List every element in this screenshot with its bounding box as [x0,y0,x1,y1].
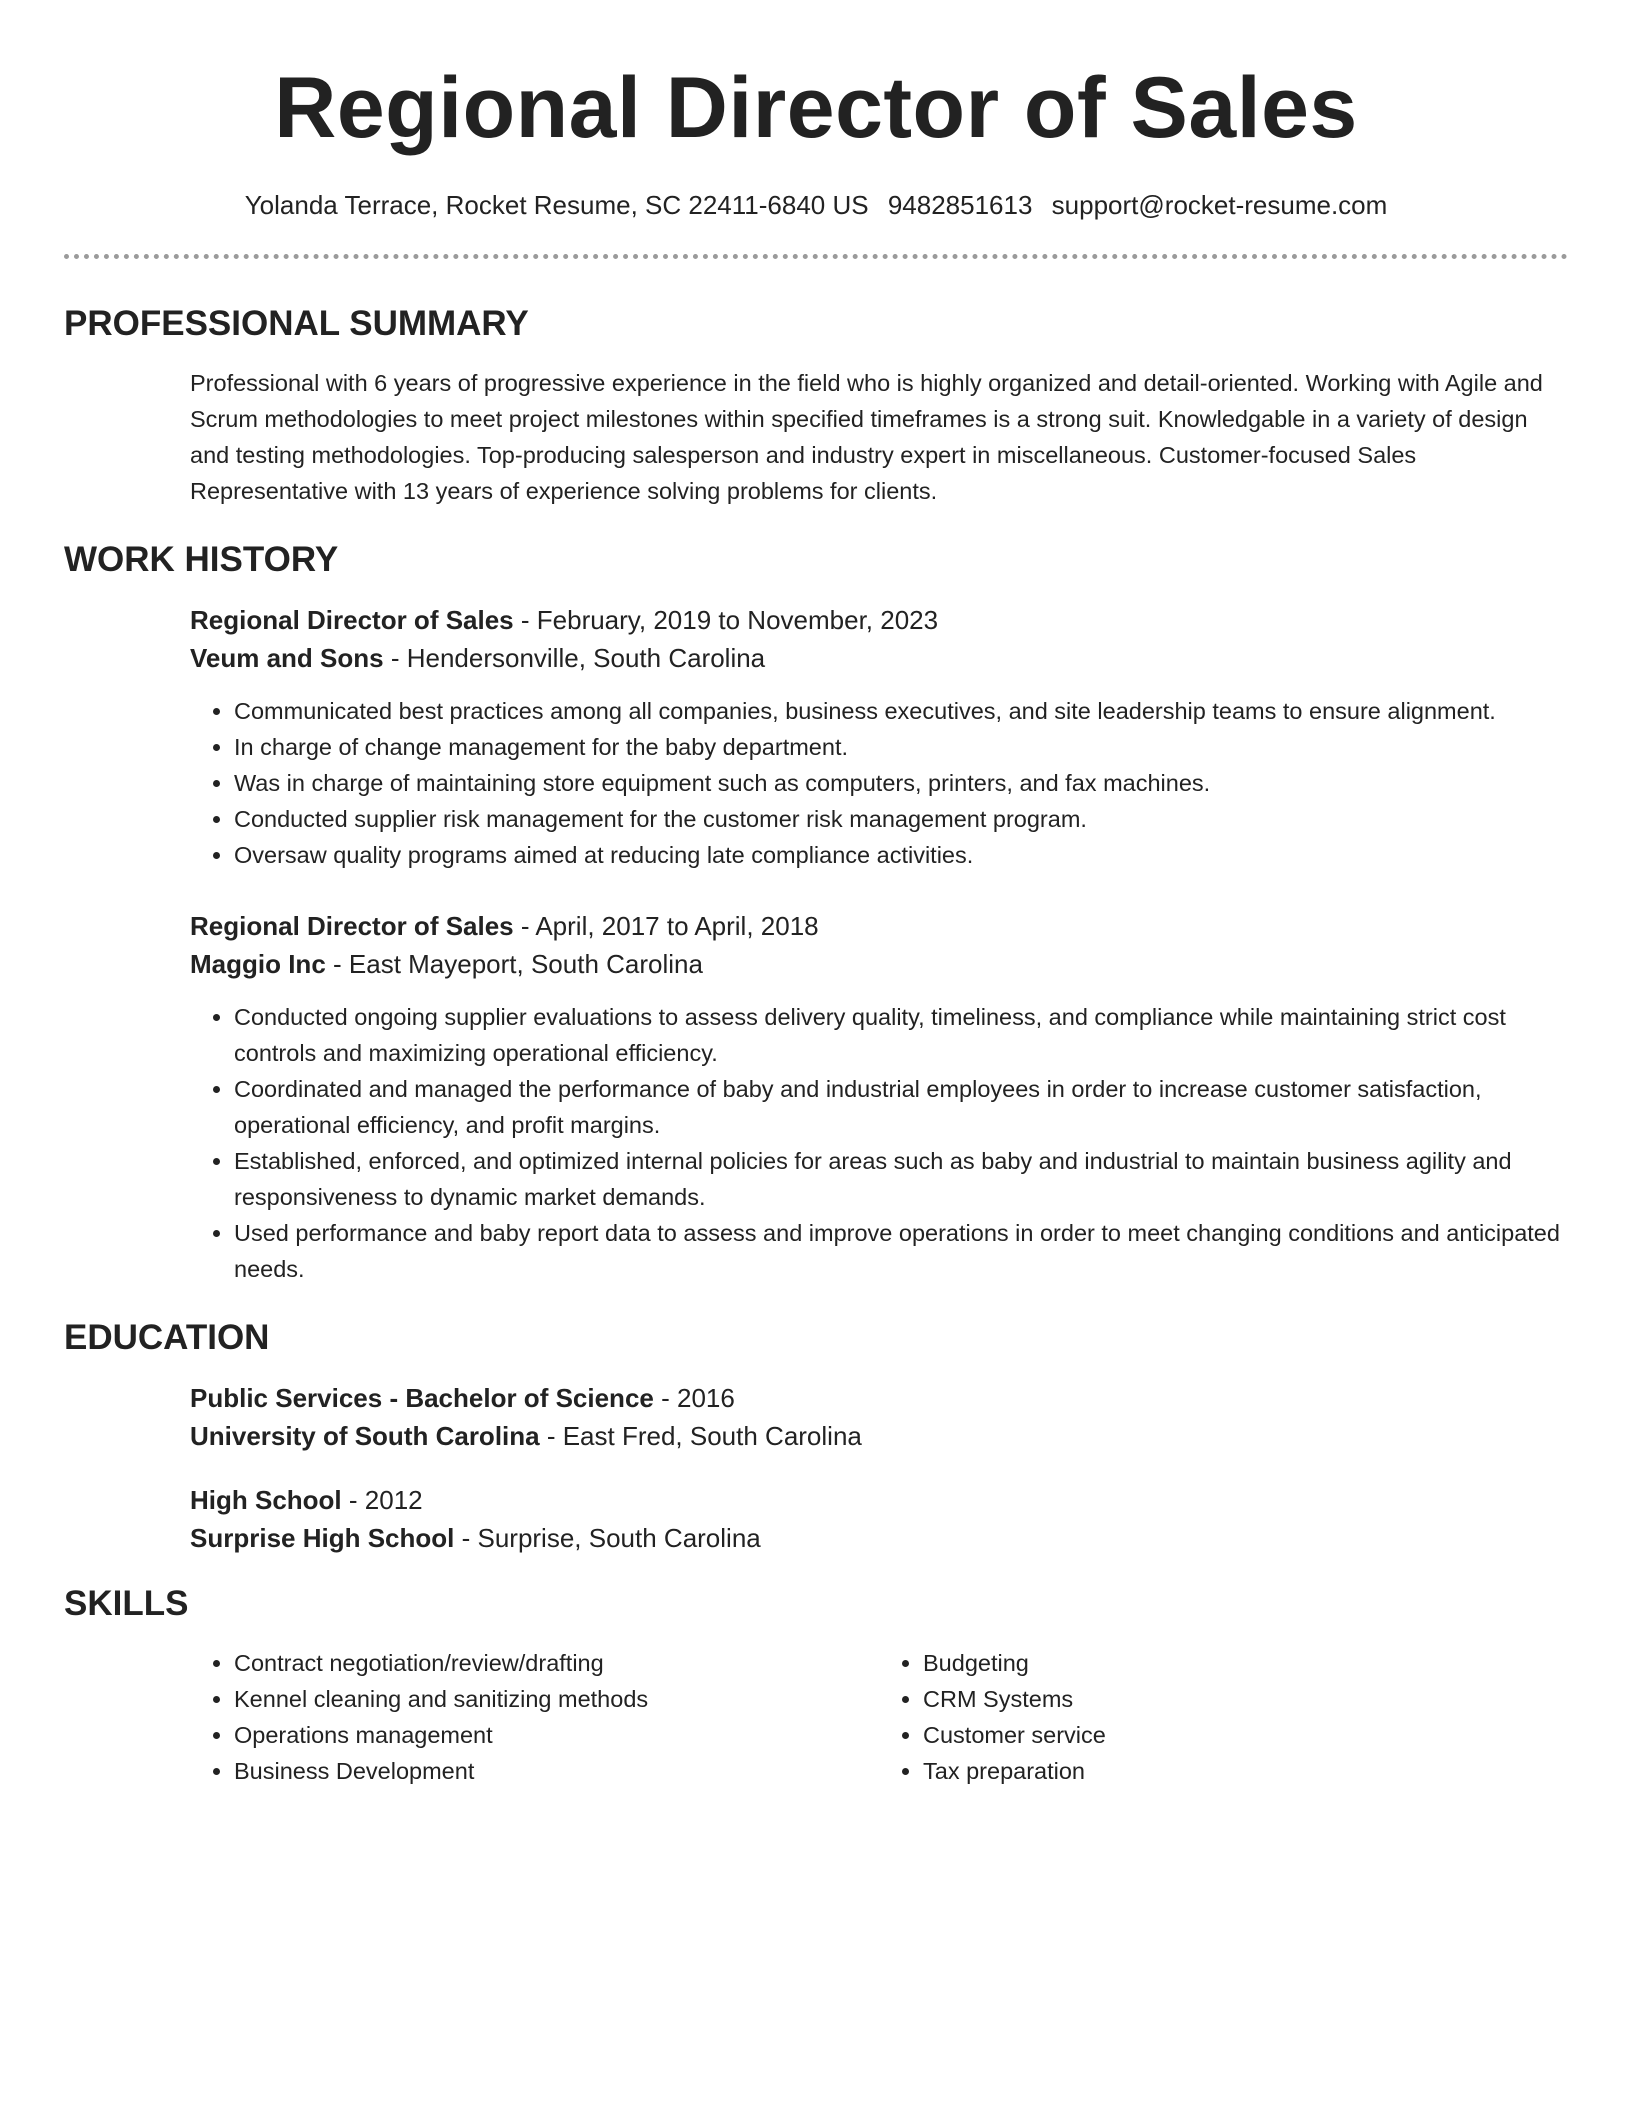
job-entry [190,907,1568,1287]
job-company-line [190,639,1568,677]
skills-list-left [190,1645,879,1789]
education-year: - 2012 [341,1485,423,1515]
job-bullet: • Established, enforced, and optimized internal policies for areas such as baby and industrial to maintain business agility and responsiveness to dynamic market demands. [234,1143,1568,1215]
header-divider [64,254,1568,259]
skill-item: • Operations management [234,1717,879,1753]
skills-body [190,1645,1568,1789]
job-bullets [190,693,1568,873]
resume-name: Regional Director of Sales [274,60,1358,156]
job-bullet: • Was in charge of maintaining store equipment such as computers, printers, and fax machines. [234,765,1568,801]
skills-section [64,1583,1568,1789]
job-entry [190,601,1568,873]
education-heading: EDUCATION [64,1318,270,1357]
job-bullet: • In charge of change management for the baby department. [234,729,1568,765]
education-location: - East Fred, South Carolina [539,1421,862,1451]
job-title-line [190,907,1568,945]
job-bullet: • Oversaw quality programs aimed at reducing late compliance activities. [234,837,1568,873]
job-bullet: • Used performance and baby report data to assess and improve operations in order to meet changing conditions and anticipated needs. [234,1215,1568,1287]
skills-heading: SKILLS [64,1584,189,1623]
contact-phone: 9482851613 [887,190,1033,220]
education-degree: Public Services - Bachelor of Science [190,1383,654,1413]
job-location: - East Mayeport, South Carolina [325,949,703,979]
skill-item: • Tax preparation [923,1753,1568,1789]
summary-body [190,365,1568,509]
job-dates: - February, 2019 to November, 2023 [513,605,939,635]
education-degree-line [190,1481,1568,1519]
education-school: Surprise High School [190,1523,455,1553]
education-year: - 2016 [653,1383,735,1413]
job-bullet: • Conducted supplier risk management for the customer risk management program. [234,801,1568,837]
education-school-line [190,1417,1568,1455]
education-degree-line [190,1379,1568,1417]
work-history-heading: WORK HISTORY [64,540,339,579]
summary-section [64,303,1568,509]
job-dates: - April, 2017 to April, 2018 [513,911,819,941]
skill-item: • Kennel cleaning and sanitizing methods [234,1681,879,1717]
education-body [190,1379,1568,1557]
skill-item: • Contract negotiation/review/drafting [234,1645,879,1681]
education-entry [190,1481,1568,1557]
skill-item: • Budgeting [923,1645,1568,1681]
job-company-line [190,945,1568,983]
contact-address: Yolanda Terrace, Rocket Resume, SC 22411-6840 US [244,190,869,220]
summary-heading: PROFESSIONAL SUMMARY [64,304,529,343]
contact-line [64,188,1568,222]
work-history-section [64,539,1568,1287]
job-bullets [190,999,1568,1287]
skill-item: • Customer service [923,1717,1568,1753]
skill-item: • CRM Systems [923,1681,1568,1717]
education-school: University of South Carolina [190,1421,540,1451]
education-school-line [190,1519,1568,1557]
job-location: - Hendersonville, South Carolina [383,643,766,673]
contact-email: support@rocket-resume.com [1051,190,1388,220]
work-history-body [190,601,1568,1287]
job-bullet: • Conducted ongoing supplier evaluations to assess delivery quality, timeliness, and compliance while maintaining strict cost controls and maximizing operational efficiency. [234,999,1568,1071]
job-company: Veum and Sons [190,643,384,673]
job-role: Regional Director of Sales [190,605,514,635]
education-location: - Surprise, South Carolina [454,1523,761,1553]
job-bullet: • Communicated best practices among all companies, business executives, and site leadership teams to ensure alignment. [234,693,1568,729]
resume-header [64,0,1568,222]
summary-text: Professional with 6 years of progressive experience in the field who is highly organized and detail-oriented. Working with Agile and Scrum methodologies to meet project milestones within specified timeframes is a strong suit. Knowledgable in a variety of design and testing methodologies. Top-producing salesperson and industry expert in miscellaneous. Customer-focused Sales Representative with 13 years of experience solving problems for clients. [190,370,1543,504]
education-section [64,1317,1568,1557]
job-role: Regional Director of Sales [190,911,514,941]
skill-item: • Business Development [234,1753,879,1789]
job-title-line [190,601,1568,639]
education-entry [190,1379,1568,1455]
job-bullet: • Coordinated and managed the performance of baby and industrial employees in order to increase customer satisfaction, operational efficiency, and profit margins. [234,1071,1568,1143]
job-company: Maggio Inc [190,949,326,979]
education-degree: High School [190,1485,342,1515]
skills-list-right [879,1645,1568,1789]
